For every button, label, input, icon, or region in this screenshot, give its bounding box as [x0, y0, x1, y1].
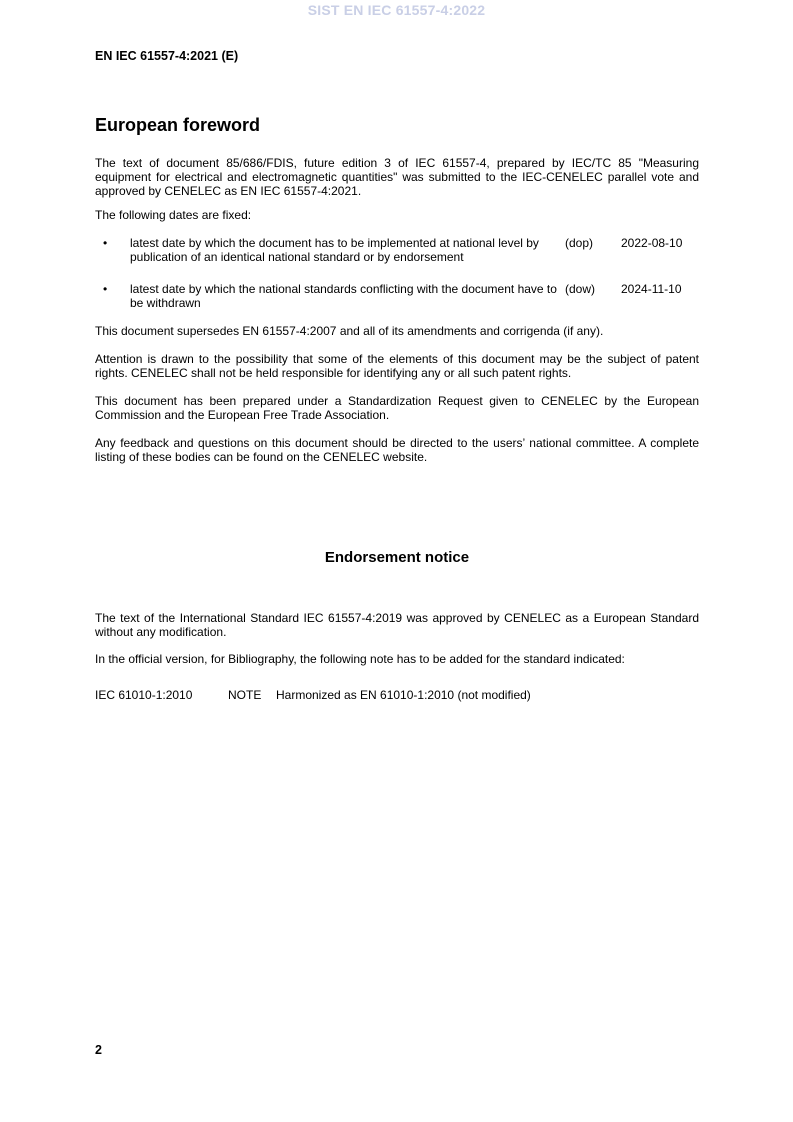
supersedes-paragraph: This document supersedes EN 61557-4:2007 and all of its amendments and corrigenda (if any).	[95, 324, 604, 338]
document-identifier: EN IEC 61557-4:2021 (E)	[95, 49, 239, 63]
page-content	[95, 114, 699, 702]
date-item-dow	[95, 282, 699, 310]
note-text: Harmonized as EN 61010-1:2010 (not modified)	[276, 688, 531, 702]
date-value: 2024-11-10	[621, 282, 682, 296]
bibliography-ref: IEC 61010-1:2010	[95, 688, 193, 702]
mandate-paragraph: This document has been prepared under a Standardization Request given to CENELEC by the European Commission and the European Free Trade Association.	[95, 394, 699, 422]
feedback-paragraph: Any feedback and questions on this document should be directed to the users’ national committee. A complete listing of these bodies can be found on the CENELEC website.	[95, 436, 699, 464]
bibliography-entry	[95, 688, 699, 702]
dates-list	[95, 236, 699, 310]
foreword-title: European foreword	[95, 115, 261, 135]
page-number: 2	[95, 1043, 102, 1057]
note-label: NOTE	[228, 688, 262, 702]
date-item-dop	[95, 236, 699, 264]
date-code: (dop)	[565, 236, 594, 250]
bullet: •	[103, 236, 108, 250]
foreword-intro: The text of document 85/686/FDIS, future edition 3 of IEC 61557-4, prepared by IEC/TC 85 "Measuring equipment for electrical and electromagnetic quantities" was submitted to the IEC-CENELEC parallel vote and approved by CENELEC as EN IEC 61557-4:2021.	[95, 156, 699, 198]
date-description: latest date by which the national standards conflicting with the document have to be withdrawn	[130, 282, 557, 310]
dates-intro: The following dates are fixed:	[95, 208, 252, 222]
patent-paragraph: Attention is drawn to the possibility that some of the elements of this document may be the subject of patent rights. CENELEC shall not be held responsible for identifying any or all such patent rights.	[95, 352, 699, 380]
endorsement-text: The text of the International Standard IEC 61557-4:2019 was approved by CENELEC as a European Standard without any modification.	[95, 611, 699, 639]
bullet: •	[103, 282, 108, 296]
date-code: (dow)	[565, 282, 596, 296]
endorsement-section	[95, 611, 699, 702]
endorsement-title: Endorsement notice	[324, 549, 470, 566]
date-description: latest date by which the document has to be implemented at national level by publication of an identical national standard or by endorsement	[130, 236, 539, 264]
watermark: SIST EN IEC 61557-4:2022	[307, 2, 486, 18]
date-value: 2022-08-10	[621, 236, 683, 250]
bibliography-note: In the official version, for Bibliography, the following note has to be added for the standard indicated:	[95, 652, 625, 666]
